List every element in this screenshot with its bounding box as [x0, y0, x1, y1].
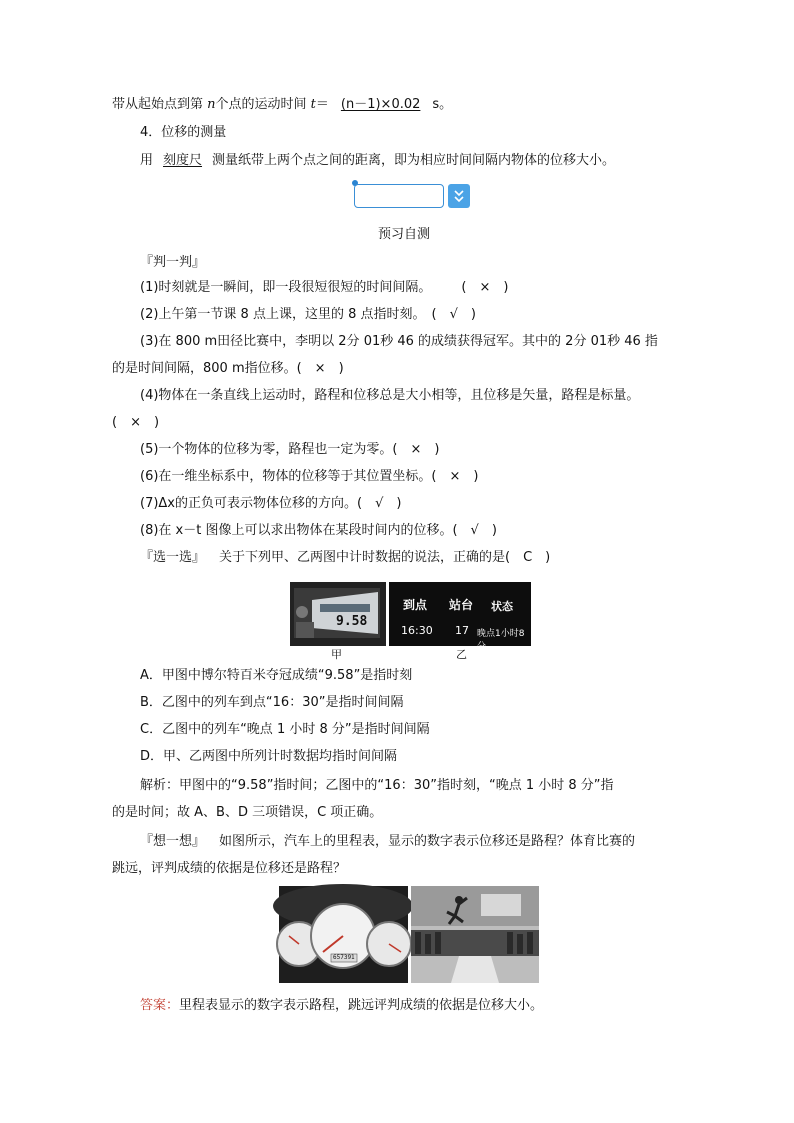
board-header-1: 到点: [403, 598, 428, 612]
judge-item: [140, 279, 508, 297]
var-n: n: [207, 97, 216, 112]
think-question: [140, 833, 635, 851]
odometer-reading: 657391: [333, 954, 355, 961]
option-c: C．乙图中的列车“晚点 1 小时 8 分”是指时间间隔: [140, 722, 430, 737]
option-b: B．乙图中的列车到点“16：30”是指时间间隔: [140, 695, 404, 710]
section-title: 预习自测: [378, 227, 431, 242]
text: s。: [432, 97, 453, 112]
option-a: A．甲图中博尔特百米夺冠成绩“9.58”是指时刻: [140, 668, 413, 683]
judge-text: (1)时刻就是一瞬间，即一段很短很短的时间间隔。: [140, 280, 432, 295]
text-line: [140, 152, 615, 170]
judge-mark: ( × ): [296, 361, 344, 376]
analysis-label: 解析：: [140, 778, 180, 793]
answer-text: 里程表显示的数字表示路程，跳远评判成绩的依据是位移大小。: [179, 998, 544, 1013]
analysis-line: 的是时间；故 A、B、D 三项错误，C 项正确。: [112, 805, 383, 820]
judge-mark: ( × ): [461, 280, 509, 295]
choose-question: [140, 549, 550, 567]
var-t: t: [310, 97, 316, 112]
think-heading: 『想一想』: [140, 834, 206, 849]
analysis-line: [140, 777, 614, 795]
scoreboard-photo: [290, 582, 386, 646]
judge-item: [140, 387, 639, 405]
judge-heading: 『判一判』: [140, 255, 206, 270]
fill-answer: 刻度尺: [163, 153, 203, 168]
judge-text: (6)在一维坐标系中，物体的位移等于其位置坐标。: [140, 469, 432, 484]
section-banner: [354, 184, 444, 208]
dashboard-photo: [279, 886, 408, 983]
image-caption: 乙: [456, 648, 467, 661]
answer-label: 答案：: [140, 998, 180, 1013]
judge-text: (8)在 x－t 图像上可以求出物体在某段时间内的位移。: [140, 523, 453, 538]
judge-text: (2)上午第一节课 8 点上课，这里的 8 点指时刻。: [140, 307, 426, 322]
judge-text: 的是时间间隔，800 m指位移。: [112, 361, 297, 376]
fill-answer: (n－1)×0.02: [340, 97, 421, 112]
judge-item: [112, 414, 159, 432]
choose-heading: 『选一选』: [140, 550, 206, 565]
think-question-cont: 跳远，评判成绩的依据是位移还是路程？: [112, 861, 347, 876]
board-value-1: 16:30: [401, 624, 433, 637]
option-d: D．甲、乙两图中所列计时数据均指时间间隔: [140, 749, 398, 764]
judge-text: (5)一个物体的位移为零，路程也一定为零。: [140, 442, 393, 457]
judge-text: (7)Δx的正负可表示物体位移的方向。: [140, 496, 358, 511]
judge-item: [140, 468, 478, 486]
judge-text: (3)在 800 m田径比赛中，李明以 2分 01秒 46 的成绩获得冠军。其中的 2分 01秒 46 指: [140, 334, 658, 349]
judge-item: [140, 306, 476, 324]
text: 带从起始点到第: [112, 97, 208, 112]
long-jump-photo: [411, 886, 539, 983]
judge-mark: ( √ ): [357, 496, 402, 511]
text-line: [112, 96, 452, 114]
judge-mark: ( × ): [112, 415, 160, 430]
text: 用: [140, 153, 154, 168]
board-value-3: 晚点1小时8分: [477, 629, 525, 652]
board-header-2: 站台: [449, 598, 474, 612]
answer-mark: ( C ): [505, 550, 551, 565]
image-caption: 甲: [331, 648, 342, 661]
train-board-photo: [389, 582, 531, 652]
judge-item: [140, 495, 401, 513]
judge-mark: ( √ ): [452, 523, 497, 538]
judge-item: [140, 522, 497, 540]
judge-mark: ( × ): [431, 469, 479, 484]
judge-mark: ( √ ): [431, 307, 476, 322]
scoreboard-time: 9.58: [336, 614, 368, 629]
judge-mark: ( × ): [392, 442, 440, 457]
judge-item: [140, 441, 439, 459]
judge-text: (4)物体在一条直线上运动时，路程和位移总是大小相等，且位移是矢量，路程是标量。: [140, 388, 640, 403]
judge-item: [112, 360, 344, 378]
board-value-2: 17: [455, 624, 469, 637]
double-chevron-down-icon: [448, 184, 470, 208]
text: ＝: [315, 97, 329, 112]
analysis-text: 甲图中的“9.58”指时间；乙图中的“16：30”指时刻，“晚点 1 小时 8 分”指: [179, 778, 614, 793]
question-text: 关于下列甲、乙两图中计时数据的说法，正确的是: [219, 550, 506, 565]
board-header-3: 状态: [491, 600, 513, 613]
subsection-heading: 4．位移的测量: [140, 125, 227, 140]
answer-line: [140, 997, 543, 1015]
text: 个点的运动时间: [215, 97, 311, 112]
text: 测量纸带上两个点之间的距离，即为相应时间间隔内物体的位移大小。: [212, 153, 616, 168]
question-text: 如图所示，汽车上的里程表，显示的数字表示位移还是路程？体育比赛的: [219, 834, 636, 849]
judge-item: [140, 333, 658, 351]
